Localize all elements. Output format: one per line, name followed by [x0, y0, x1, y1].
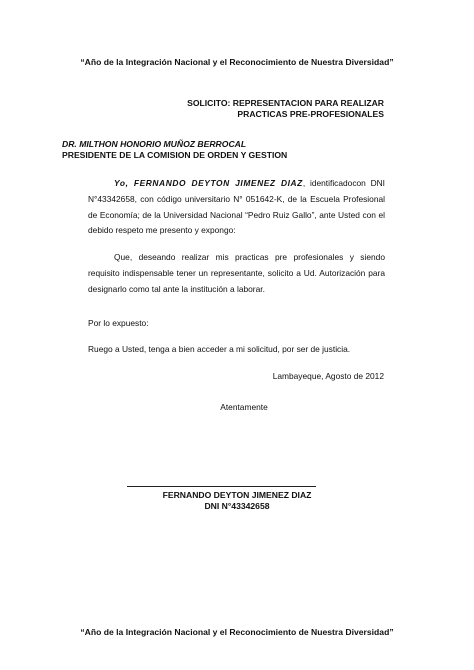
subject-block	[187, 98, 384, 119]
signature-block	[0, 490, 474, 512]
expuesto-line: Por lo expuesto:	[88, 318, 149, 328]
recipient-name: DR. MILTHON HONORIO MUÑOZ BERROCAL	[62, 139, 247, 149]
subject-line-2: PRACTICAS PRE-PROFESIONALES	[237, 108, 384, 119]
request-paragraph-text: Que, deseando realizar mis practicas pre profesionales y siendo requisito indispensable tener un representante, solicito a Ud. Autorización para designarlo como tal ante la institución a laborar.	[88, 252, 385, 294]
place-date: Lambayeque, Agosto de 2012	[272, 371, 384, 381]
intro-paragraph	[88, 176, 385, 239]
request-paragraph	[88, 250, 385, 297]
signature-dni: DNI N°43342658	[204, 501, 270, 511]
footer-motto: “Año de la Integración Nacional y el Reconocimiento de Nuestra Diversidad”	[80, 627, 394, 637]
signature-name: FERNANDO DEYTON JIMENEZ DIAZ	[162, 490, 312, 500]
header-motto: “Año de la Integración Nacional y el Reconocimiento de Nuestra Diversidad”	[80, 57, 394, 67]
recipient-block	[62, 139, 287, 160]
closing: Atentamente	[220, 402, 268, 412]
intro-paragraph-text: , identificadocon DNI N°43342658, con código universitario N° 051642-K, de la Escuela Profesional de Economía; de la Universidad Nacional “Pedro Ruiz Gallo”, ante Usted con el debido respeto me presento y expongo:	[88, 178, 386, 236]
recipient-title: PRESIDENTE DE LA COMISION DE ORDEN Y GESTION	[62, 149, 288, 160]
applicant-name-intro: Yo, FERNANDO DEYTON JIMENEZ DIAZ	[114, 178, 303, 188]
subject-line-1: SOLICITO: REPRESENTACION PARA REALIZAR	[187, 98, 384, 108]
signature-line	[127, 486, 316, 487]
ruego-line: Ruego a Usted, tenga a bien acceder a mi solicitud, por ser de justicia.	[88, 344, 351, 354]
